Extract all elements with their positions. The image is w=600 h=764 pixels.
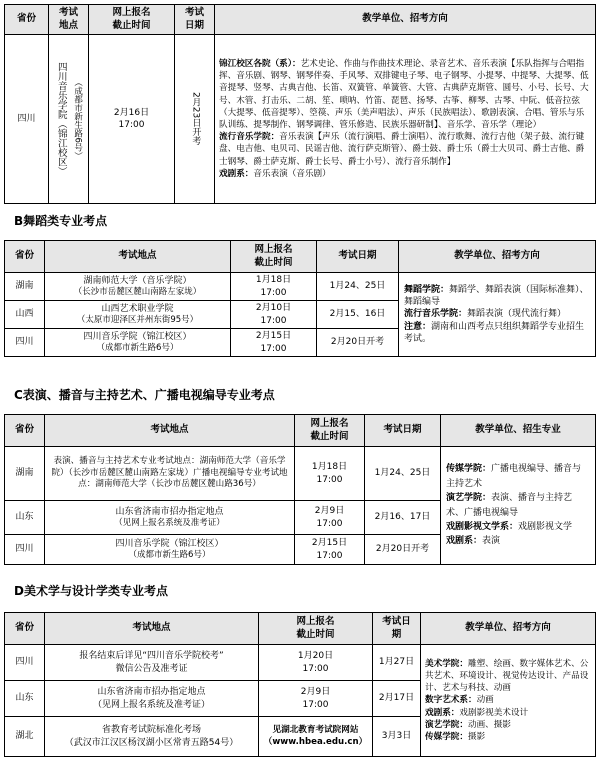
deadline-date: 2月15日 — [311, 538, 348, 549]
place-name: 山西艺术职业学院 — [101, 303, 174, 314]
exam-date-cell: 1月24、25日 — [365, 447, 441, 501]
unit-name: 戏剧系： — [425, 707, 460, 718]
place-name: 四川音乐学院（锦江校区） — [83, 331, 192, 342]
direction-line — [446, 534, 590, 548]
direction-text: 动画 — [476, 695, 494, 706]
place-cell — [45, 501, 295, 535]
deadline-time: 17:00 — [316, 518, 343, 529]
deadline-date: 见湖北教育考试院网站 — [272, 724, 359, 735]
table-row — [5, 447, 596, 501]
place-address: （成都市新生路6号） — [128, 549, 211, 560]
direction-text: 广播电视编导、播音与主持艺术 — [446, 464, 582, 489]
deadline-time: 17:00 — [260, 315, 287, 326]
province-cell: 四川 — [5, 535, 45, 565]
header-exam-date: 考试日 期 — [373, 613, 421, 645]
deadline-cell — [231, 329, 317, 357]
direction-cell — [215, 35, 596, 204]
unit-name: 数字艺术系： — [425, 695, 477, 706]
direction-line — [404, 284, 590, 308]
direction-text: 戏剧影视文学 — [518, 521, 573, 532]
direction-line — [425, 731, 591, 743]
deadline-cell — [295, 535, 365, 565]
direction-cell — [421, 645, 596, 757]
exam-date-cell: 2月20日开考 — [317, 329, 399, 357]
place-main: 四川音乐学院（锦江校区） — [55, 62, 67, 176]
table-performance — [4, 414, 596, 565]
header-exam-date: 考试日期 — [365, 415, 441, 447]
header-place: 考试地点 — [45, 415, 295, 447]
table-header-row — [5, 5, 596, 35]
unit-name: 演艺学院： — [425, 719, 468, 730]
place-cell — [45, 717, 259, 757]
deadline-time: 17:00 — [316, 550, 343, 561]
direction-text: 表演 — [482, 536, 501, 547]
exam-date-cell: 1月27日 — [373, 645, 421, 681]
section-title-dance: B舞蹈类专业考点 — [14, 214, 108, 228]
place-cell — [45, 645, 259, 681]
deadline-cell — [259, 717, 373, 757]
direction-line — [404, 308, 590, 320]
header-direction: 教学单位、招考方向 — [215, 5, 596, 35]
direction-text: 舞蹈表演（现代流行舞） — [467, 309, 567, 320]
header-deadline: 网上报名 截止时间 — [295, 415, 365, 447]
province-cell: 四川 — [5, 35, 49, 204]
direction-text: 湖南和山西考点只组织舞蹈学专业招生考试。 — [404, 321, 585, 344]
header-province: 省份 — [5, 5, 49, 35]
place-address: （成都市新生路6号） — [96, 342, 179, 353]
direction-line — [425, 658, 591, 694]
unit-name: 锦江校区各院（系）： — [219, 58, 301, 69]
place-name: 省教育考试院标准化考场 — [101, 725, 201, 736]
direction-line — [219, 131, 591, 168]
deadline-date: 2月9日 — [314, 506, 345, 517]
header-province: 省份 — [5, 415, 45, 447]
deadline-date: 2月15日 — [255, 331, 292, 342]
deadline-date: 1月18日 — [255, 275, 292, 286]
deadline-time: 17:00 — [260, 287, 287, 298]
direction-text: 音乐表演（音乐剧） — [253, 168, 331, 179]
deadline-time: 17:00 — [302, 699, 329, 710]
direction-text: 雕塑、绘画、数字媒体艺术、公共艺术、环境设计、视觉传达设计、产品设计、艺术与科技、动画 — [425, 659, 589, 694]
header-exam-date: 考试日期 — [317, 241, 399, 273]
header-place: 考试地点 — [45, 613, 259, 645]
place-address: （武汉市江汉区杨汊湖小区常青五路54号） — [64, 737, 239, 748]
table-header-row — [5, 613, 596, 645]
table-header-row — [5, 415, 596, 447]
direction-line — [425, 694, 591, 706]
section-title-performance: C表演、播音与主持艺术、广播电视编导专业考点 — [14, 388, 275, 402]
deadline-date: 1月20日 — [297, 651, 334, 662]
province-cell: 湖南 — [5, 447, 45, 501]
direction-line — [446, 491, 590, 520]
direction-text: 戏剧影视美术设计 — [459, 707, 529, 718]
unit-name: 传媒学院： — [425, 731, 468, 742]
place-cell — [45, 301, 231, 329]
header-exam-date: 考试 日期 — [175, 5, 215, 35]
place-name: 山东省济南市招办指定地点 — [115, 506, 224, 517]
header-province: 省份 — [5, 241, 45, 273]
place-address: （见网上报名系统及准考证） — [114, 517, 225, 528]
place-address: 微信公告及准考证 — [115, 663, 188, 674]
direction-text: 舞蹈学、舞蹈表演（国际标准舞）、舞蹈编导 — [404, 285, 589, 308]
header-deadline: 网上报名 截止时间 — [231, 241, 317, 273]
place-address: （长沙市岳麓区麓山南路左家垅） — [73, 286, 202, 297]
deadline-cell — [259, 681, 373, 717]
deadline-date: 1月18日 — [311, 462, 348, 473]
header-deadline: 网上报名 截止时间 — [259, 613, 373, 645]
place-cell — [45, 273, 231, 301]
direction-line — [446, 520, 590, 534]
table-art — [4, 612, 596, 757]
unit-name: 流行音乐学院： — [404, 309, 468, 320]
place-cell: 表演、播音与主持艺术专业考试地点：湖南师范大学（音乐学院）（长沙市岳麓区麓山南路左家垅）广播电视编导专业考试地点：湖南师范大学（长沙市岳麓区麓山路36号） — [45, 447, 295, 501]
place-cell — [45, 681, 259, 717]
deadline-time: 17:00 — [302, 663, 329, 674]
direction-line — [425, 707, 591, 719]
unit-name: 流行音乐学院： — [219, 132, 280, 143]
place-name: 湖南师范大学（音乐学院） — [83, 275, 192, 286]
deadline-time: 17:00 — [316, 474, 343, 485]
unit-name: 戏剧系： — [446, 536, 483, 547]
place-cell — [45, 329, 231, 357]
exam-date: 2月23日开考 — [190, 92, 201, 146]
section-title-art: D美术学与设计学类专业考点 — [14, 584, 168, 598]
unit-name: 戏剧系： — [219, 168, 254, 179]
header-direction: 教学单位、招考方向 — [399, 241, 596, 273]
direction-text: 表演、播音与主持艺术、广播电视编导 — [446, 493, 573, 518]
place-address: （见网上报名系统及准考证） — [92, 699, 210, 710]
deadline-cell — [295, 501, 365, 535]
province-cell: 湖北 — [5, 717, 45, 757]
exam-date-cell: 2月20日开考 — [365, 535, 441, 565]
table-row — [5, 645, 596, 681]
direction-text: 艺术史论、作曲与作曲技术理论、录音艺术、音乐表演【乐队指挥与合唱指挥、音乐剧、钢琴、钢琴伴奏、手风琴、双排键电子琴、电子钢琴、小提琴、中提琴、大提琴、低音提琴、竖琴、古典吉他、长笛、双簧管、单簧管、大管、古典萨克斯管、圆号、小号、长号、大号、木管、打击乐、二胡、笙、唢呐、竹笛、琵琶、扬琴、古筝、柳琴、古琴、中阮、低音拉弦（大提琴、低音提琴）、箜篌、声乐（美声唱法）、声乐（民族唱法）、歌剧表演、合唱、管乐与乐队训练、提琴制作、钢琴调律、管乐修造、民族乐器研制】、音乐学、音乐学（理论） — [219, 58, 589, 130]
deadline-time: （www.hbea.edu.cn） — [263, 736, 368, 747]
deadline-cell — [231, 301, 317, 329]
province-cell: 湖南 — [5, 273, 45, 301]
province-cell: 四川 — [5, 645, 45, 681]
exam-date-cell: 2月16、17日 — [365, 501, 441, 535]
place-name: 报名结束后详见“四川音乐学院校考” — [79, 651, 224, 662]
header-place: 考试地点 — [45, 241, 231, 273]
unit-name: 传媒学院： — [446, 464, 492, 475]
place-sub: （成都市新生路6号） — [72, 78, 83, 160]
exam-date-cell: 3月3日 — [373, 717, 421, 757]
place-name: 四川音乐学院（锦江校区） — [115, 538, 224, 549]
place-cell — [45, 535, 295, 565]
direction-text: 摄影 — [467, 731, 486, 742]
exam-date-cell: 1月24、25日 — [317, 273, 399, 301]
direction-text: 动画、摄影 — [467, 719, 511, 730]
direction-line — [446, 462, 590, 491]
province-cell: 山西 — [5, 301, 45, 329]
table-music — [4, 4, 596, 204]
deadline-date: 2月16日 — [113, 107, 150, 118]
deadline-cell — [295, 447, 365, 501]
direction-line — [219, 168, 591, 180]
header-direction: 教学单位、招考方向 — [421, 613, 596, 645]
table-row — [5, 273, 596, 301]
header-province: 省份 — [5, 613, 45, 645]
unit-name: 注意： — [404, 321, 432, 332]
place-cell — [49, 35, 89, 204]
header-deadline: 网上报名 截止时间 — [89, 5, 175, 35]
deadline-date: 2月9日 — [300, 687, 331, 698]
province-cell: 山东 — [5, 501, 45, 535]
exam-date-cell — [175, 35, 215, 204]
deadline-time: 17:00 — [260, 343, 287, 354]
unit-name: 舞蹈学院： — [404, 285, 450, 296]
header-place: 考试 地点 — [49, 5, 89, 35]
direction-line — [425, 719, 591, 731]
deadline-cell — [89, 35, 175, 204]
exam-date-cell: 2月17日 — [373, 681, 421, 717]
exam-date-cell: 2月15、16日 — [317, 301, 399, 329]
place-address: （太原市迎泽区并州东街95号） — [76, 314, 199, 325]
deadline-cell — [259, 645, 373, 681]
direction-cell — [399, 273, 596, 357]
province-cell: 四川 — [5, 329, 45, 357]
deadline-cell — [231, 273, 317, 301]
place-name: 山东省济南市招办指定地点 — [97, 687, 206, 698]
unit-name: 美术学院： — [425, 659, 468, 670]
unit-name: 戏剧影视文学系： — [446, 521, 519, 532]
unit-name: 演艺学院： — [446, 493, 492, 504]
direction-line — [219, 58, 591, 131]
table-dance — [4, 240, 596, 357]
direction-cell — [441, 447, 596, 565]
header-direction: 教学单位、招生专业 — [441, 415, 596, 447]
deadline-date: 2月10日 — [255, 303, 292, 314]
direction-text: 音乐表演【声乐（流行演唱、爵士演唱）、流行歌舞、流行吉他（架子鼓、流行键盘、电吉他、电贝司、民谣吉他、流行萨克斯管）、爵士鼓、爵士乐（爵士大贝司、爵士吉他、爵士钢琴、爵士萨克斯、爵士长号、爵士小号）、流行音乐制作】 — [219, 132, 585, 167]
province-cell: 山东 — [5, 681, 45, 717]
table-header-row — [5, 241, 596, 273]
table-row — [5, 35, 596, 204]
direction-line — [404, 321, 590, 345]
deadline-time: 17:00 — [118, 120, 145, 130]
